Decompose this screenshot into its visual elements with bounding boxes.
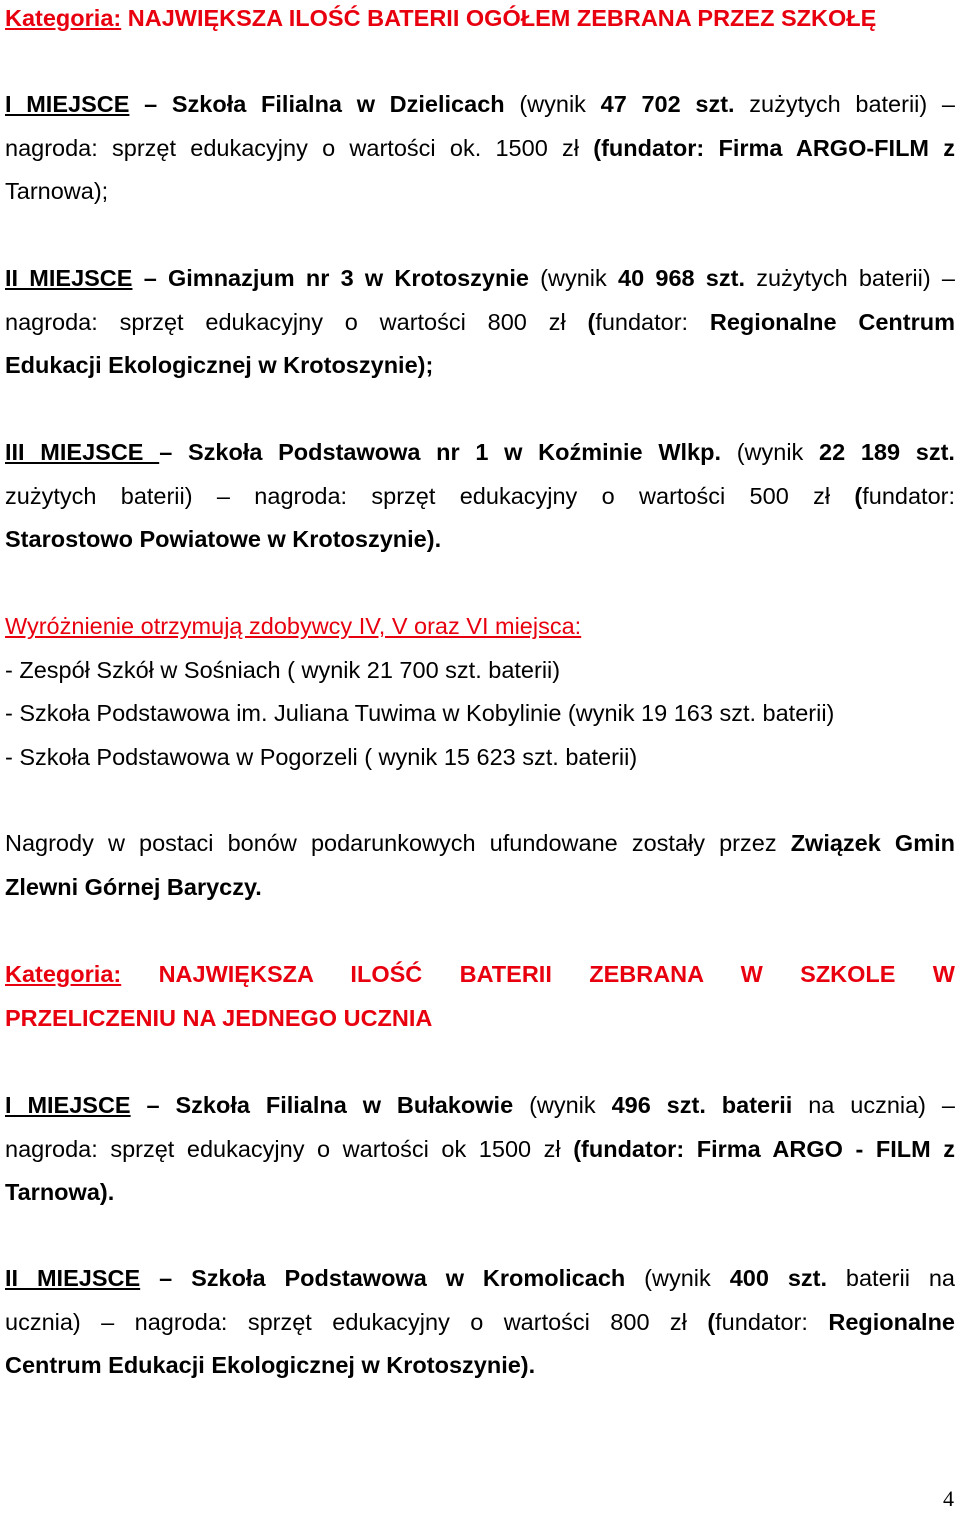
text: baterii na (827, 1265, 955, 1291)
text: fundator: (715, 1308, 829, 1335)
line (5, 953, 955, 997)
line (5, 1301, 955, 1345)
text: zużytych baterii) – (744, 265, 955, 291)
category-title: NAJWIĘKSZA ILOŚĆ BATERII ZEBRANA W SZKOLE W (121, 961, 955, 987)
line (5, 127, 955, 171)
line (5, 257, 955, 301)
text: ucznia) – nagroda: sprzęt edukacyjny o wartości 800 zł (5, 1308, 708, 1335)
prizes-note (5, 822, 955, 909)
text: zużytych baterii) – (734, 91, 955, 117)
text: (wynik (721, 439, 820, 465)
place-label: I MIEJSCE (5, 1092, 131, 1118)
line (5, 822, 955, 866)
category-label: Kategoria: (5, 961, 122, 987)
text: nagroda: sprzęt edukacyjny o wartości ok 1500 zł (5, 1135, 574, 1162)
place-label: II MIEJSCE (5, 265, 133, 291)
text: (fundator (573, 1135, 677, 1162)
list-item: - Zespół Szkół w Sośniach ( wynik 21 700 szt. baterii) (5, 656, 561, 683)
category-label: Kategoria: (5, 5, 122, 31)
line (5, 83, 955, 127)
text: (wynik (625, 1265, 730, 1291)
sponsor: Regionalne (828, 1308, 956, 1335)
school-name: – Szkoła Filialna w Bułakowie (130, 1092, 514, 1118)
line (5, 866, 955, 910)
text: nagroda: sprzęt edukacyjny o wartości ok. 1500 zł (5, 134, 594, 161)
result-value: 496 szt. baterii (611, 1092, 793, 1118)
sponsor: Regionalne Centrum (709, 308, 955, 335)
line (5, 1344, 955, 1388)
school-name: – Szkoła Podstawowa nr 1 w Koźminie Wlkp. (159, 439, 721, 465)
sponsor: : Firma ARGO - FILM z (676, 1135, 955, 1162)
category-title: NAJWIĘKSZA ILOŚĆ BATERII OGÓŁEM ZEBRANA PRZEZ SZKOŁĘ (121, 5, 877, 31)
place-1-per-student-paragraph (5, 1084, 955, 1215)
sponsor: Edukacji Ekologicznej w Krotoszynie); (5, 352, 434, 379)
list-item: - Szkoła Podstawowa w Pogorzeli ( wynik 15 623 szt. baterii) (5, 743, 638, 770)
school-name: – Szkoła Podstawowa w Kromolicach (140, 1265, 626, 1291)
sponsor: Tarnowa). (5, 1179, 115, 1206)
line (5, 475, 955, 519)
sponsor: Starostowo Powiatowe w Krotoszynie). (5, 526, 442, 553)
text: na ucznia) – (792, 1092, 955, 1118)
text: fundator: (595, 308, 710, 335)
line (5, 1171, 955, 1215)
line (5, 170, 955, 214)
line (5, 1257, 955, 1301)
school-name: – Gimnazjum nr 3 w Krotoszynie (132, 265, 529, 291)
line (5, 518, 955, 562)
list-item: - Szkoła Podstawowa im. Juliana Tuwima w Kobylinie (wynik 19 163 szt. baterii) (5, 700, 835, 727)
text: ( (707, 1308, 716, 1335)
text: ( (854, 482, 863, 509)
line (5, 344, 955, 388)
text: (fundator (593, 134, 697, 161)
honorable-heading: Wyróżnienie otrzymują zdobywcy IV, V oraz VI miejsca: (5, 613, 582, 639)
text: Tarnowa); (5, 178, 109, 205)
result-value: 40 968 szt. (618, 265, 745, 291)
sponsor: Centrum Edukacji Ekologicznej w Krotoszynie). (5, 1352, 536, 1379)
line (5, 431, 955, 475)
place-label: II MIEJSCE (5, 1265, 141, 1291)
text: Nagrody w postaci bonów podarunkowych ufundowane zostały przez (5, 830, 791, 856)
line (5, 301, 955, 345)
text: ( (587, 308, 596, 335)
honorable-mentions (5, 605, 955, 779)
place-3-paragraph (5, 431, 955, 562)
result-value: 400 szt. (729, 1265, 827, 1291)
school-name: – Szkoła Filialna w Dzielicach (129, 91, 505, 117)
sponsor: Zlewni Górnej Baryczy. (5, 873, 262, 900)
result-value: 22 189 szt. (819, 439, 955, 465)
text: zużytych baterii) – nagroda: sprzęt edukacyjny o wartości 500 zł (5, 482, 855, 509)
place-label: I MIEJSCE (5, 91, 130, 117)
text: (wynik (528, 265, 618, 291)
text: (wynik (504, 91, 601, 117)
category-heading-1 (5, 0, 955, 41)
line (5, 1128, 955, 1172)
category-heading-2 (5, 953, 955, 1040)
result-value: 47 702 szt. (600, 91, 735, 117)
place-label: III MIEJSCE (5, 439, 160, 465)
place-1-paragraph (5, 83, 955, 214)
sponsor: : Firma ARGO-FILM z (696, 134, 956, 161)
place-2-paragraph (5, 257, 955, 388)
text: (wynik (513, 1092, 612, 1118)
text: nagroda: sprzęt edukacyjny o wartości 800 zł (5, 308, 588, 335)
page-number: 4 (943, 1486, 954, 1511)
sponsor: Związek Gmin (790, 830, 955, 856)
text: fundator: (862, 482, 955, 509)
category-title-continued: PRZELICZENIU NA JEDNEGO UCZNIA (5, 1004, 433, 1031)
place-2-per-student-paragraph (5, 1257, 955, 1388)
line (5, 1084, 955, 1128)
